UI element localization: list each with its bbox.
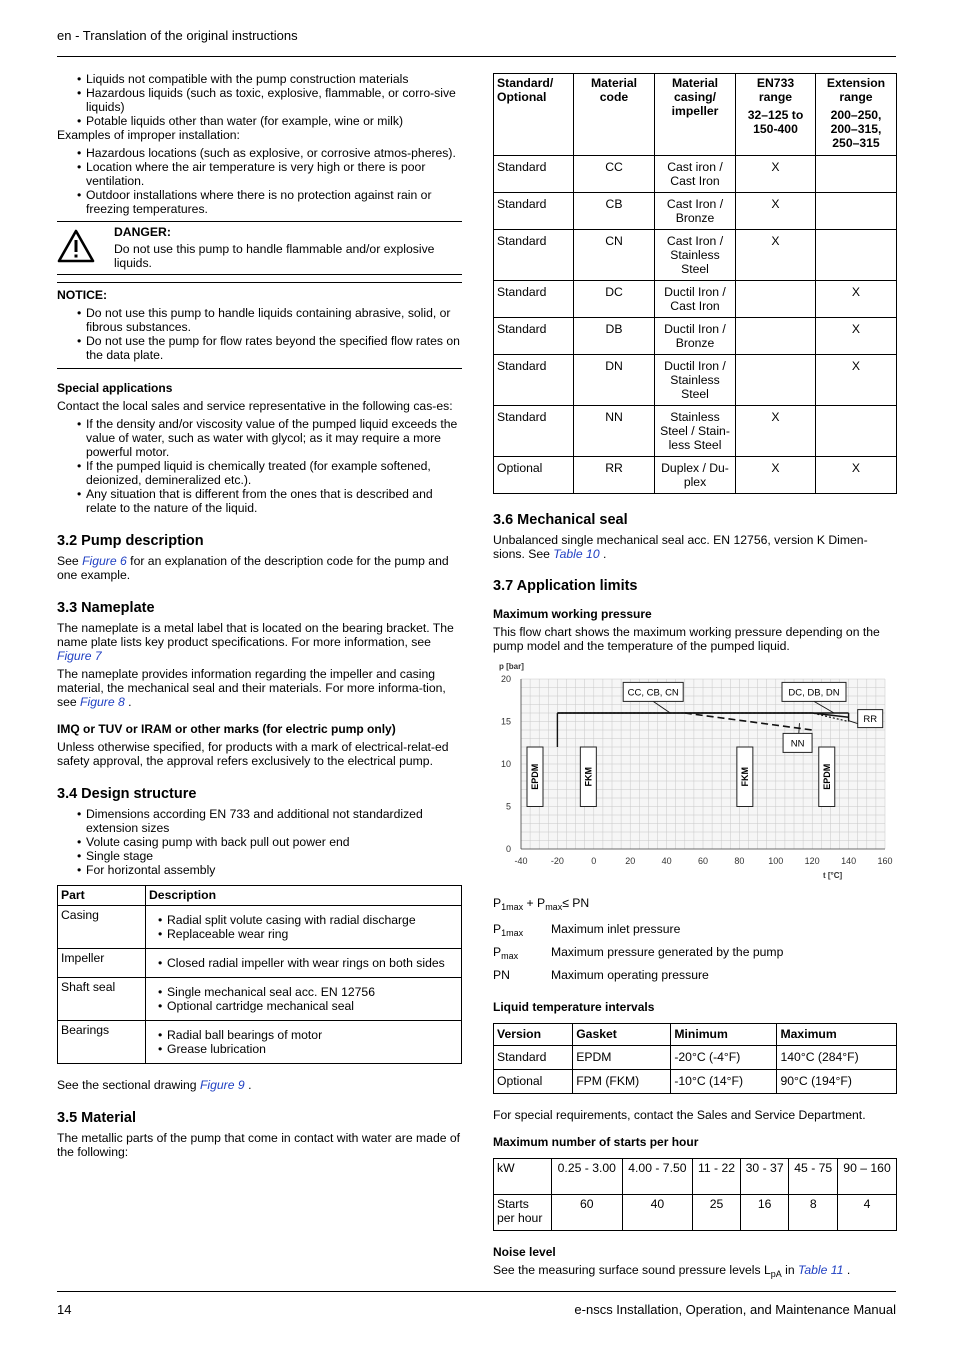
material-cell: Standard: [494, 318, 574, 355]
kw-cell: 90 – 160: [838, 1159, 897, 1195]
y-tick-label: 5: [505, 801, 511, 812]
x-tick-label: 140: [841, 856, 857, 866]
noise-level-text: See the measuring surface sound pressure levels $L_{pA}$ in Table 11 .: [493, 1263, 851, 1279]
material-cell: Ductil Iron / Bronze: [655, 318, 736, 355]
notice-item: • Do not use this pump to handle liquids containing abrasive, solid, or fibrous substances.: [57, 306, 462, 334]
material-cell: DN: [574, 355, 655, 406]
material-cell: X: [736, 156, 816, 193]
material-cell: X: [736, 406, 816, 457]
table-row: [58, 978, 462, 1021]
material-cell: X: [736, 193, 816, 230]
seal-band-label: FKM: [583, 767, 594, 787]
legend-key: PN: [493, 968, 510, 982]
legend-text: Maximum inlet pressure: [551, 922, 681, 936]
seal-band-label: EPDM: [821, 763, 832, 790]
section-3-5-heading: 3.5 Material: [57, 1110, 136, 1126]
material-table-header: Material casing/ impeller: [655, 74, 736, 156]
temp-cell: 140°C (284°F): [777, 1046, 897, 1070]
description-item: • Grease lubrication: [149, 1042, 458, 1056]
material-cell: [816, 230, 897, 281]
table-row: [494, 281, 897, 318]
design-table-header: Description: [146, 886, 462, 906]
imq-heading: IMQ or TUV or IRAM or other marks (for electric pump only): [57, 722, 396, 736]
figure-8-link[interactable]: Figure 8: [80, 695, 125, 709]
kw-label: kW: [494, 1159, 552, 1195]
sectional-drawing-text: See the sectional drawing Figure 9 .: [57, 1078, 252, 1092]
description-cell: [146, 1021, 462, 1064]
material-cell: Cast iron / Cast Iron: [655, 156, 736, 193]
improper-installation-list: [57, 146, 462, 216]
section-3-2-heading: 3.2 Pump description: [57, 533, 204, 549]
legend-row: [493, 945, 897, 963]
description-item: • Closed radial impeller with wear rings on both sides: [149, 956, 458, 970]
list-item: • For horizontal assembly: [57, 863, 462, 877]
x-tick-label: -40: [514, 856, 528, 866]
list-item: • Location where the air temperature is very high or there is poor ventilation.: [57, 160, 462, 188]
section-3-3-heading: 3.3 Nameplate: [57, 600, 155, 616]
legend-text: Maximum operating pressure: [551, 968, 709, 982]
material-cell: Standard: [494, 156, 574, 193]
pump-description-text: See Figure 6 for an explanation of the description code for the pump and one example.: [57, 554, 449, 582]
material-cell: CN: [574, 230, 655, 281]
legend-key: $P_{max}$: [493, 945, 519, 961]
improper-liquids-list: [57, 72, 462, 128]
material-table-header: Material code: [574, 74, 655, 156]
y-axis-label: p [bar]: [499, 662, 524, 671]
temp-cell: EPDM: [573, 1046, 671, 1070]
material-cell: X: [736, 457, 816, 494]
figure-9-link[interactable]: Figure 9: [199, 1078, 245, 1092]
table-10-link[interactable]: Table 10: [553, 547, 600, 561]
starts-cell: 60: [552, 1195, 623, 1231]
material-cell: X: [736, 230, 816, 281]
table-row: [58, 1021, 462, 1064]
design-table-header: Part: [58, 886, 146, 906]
section-3-7-heading: 3.7 Application limits: [493, 578, 638, 594]
table-row: [494, 457, 897, 494]
y-tick-label: 10: [500, 759, 511, 769]
description-item: • Radial ball bearings of motor: [149, 1028, 458, 1042]
section-3-4-heading: 3.4 Design structure: [57, 786, 197, 802]
design-table: [57, 885, 462, 1064]
list-item: • If the pumped liquid is chemically treated (for example softened, deionized, demineralized etc.).: [57, 459, 462, 487]
max-working-pressure-text: This flow chart shows the maximum working pressure depending on the pump model and the temperature of the pumped liquid.: [493, 625, 880, 653]
material-cell: Cast Iron / Bronze: [655, 193, 736, 230]
x-tick-label: 160: [877, 856, 893, 866]
material-cell: X: [816, 281, 897, 318]
series-label: RR: [863, 714, 878, 726]
temp-table-header: Maximum: [777, 1024, 897, 1046]
part-cell: Bearings: [58, 1021, 146, 1064]
table-row: [494, 1070, 897, 1094]
mechanical-seal-text: Unbalanced single mechanical seal acc. EN 12756, version K Dimen-sions. See Table 10 .: [493, 533, 868, 561]
x-axis-label: t [°C]: [823, 871, 843, 880]
nameplate-text-1: The nameplate is a metal label that is located on the bearing bracket. The name plate lists key product specifications. For more information, see Figure 7: [57, 621, 454, 663]
temp-table-header: Minimum: [671, 1024, 777, 1046]
special-applications-intro: Contact the local sales and service representative in the following cas-es:: [57, 399, 453, 413]
material-cell: CC: [574, 156, 655, 193]
material-cell: Optional: [494, 457, 574, 494]
temp-table-header: Version: [494, 1024, 573, 1046]
list-item: • Any situation that is different from the ones that is described and relate to the nature of the liquid.: [57, 487, 462, 515]
material-text: The metallic parts of the pump that come in contact with water are made of the following:: [57, 1131, 461, 1159]
list-item: • If the density and/or viscosity value of the pumped liquid exceeds the value of water, such as water with glycol; as it may require a more powerful motor.: [57, 417, 462, 459]
list-item: • Liquids not compatible with the pump construction materials: [57, 72, 462, 86]
temperature-table: [493, 1023, 897, 1094]
material-cell: Standard: [494, 230, 574, 281]
table-row: [58, 906, 462, 949]
material-cell: NN: [574, 406, 655, 457]
seal-band-label: EPDM: [530, 763, 540, 790]
material-cell: [816, 406, 897, 457]
list-item: • Single stage: [57, 849, 462, 863]
starts-cell: 25: [693, 1195, 741, 1231]
material-cell: Stainless Steel / Stain-less Steel: [655, 406, 736, 457]
table-row: [494, 355, 897, 406]
notice-list: [57, 306, 462, 362]
description-item: • Single mechanical seal acc. EN 12756: [149, 985, 458, 999]
material-cell: RR: [574, 457, 655, 494]
material-cell: [816, 193, 897, 230]
notice-box: [57, 282, 462, 369]
pressure-legend: [493, 922, 897, 986]
description-item: • Replaceable wear ring: [149, 927, 458, 941]
page-number: 14: [57, 1302, 72, 1317]
kw-cell: 0.25 - 3.00: [552, 1159, 623, 1195]
list-item: • Outdoor installations where there is no protection against rain or freezing temperatures.: [57, 188, 462, 216]
description-cell: [146, 978, 462, 1021]
table-row: [494, 406, 897, 457]
pressure-temperature-chart: [493, 659, 897, 894]
y-tick-label: 20: [500, 674, 511, 684]
material-cell: [736, 355, 816, 406]
starts-table: [493, 1158, 897, 1231]
part-cell: Impeller: [58, 949, 146, 978]
x-tick-label: 40: [661, 856, 672, 866]
starts-cell: 8: [789, 1195, 838, 1231]
danger-text: Do not use this pump to handle flammable and/or explosive liquids.: [114, 242, 435, 270]
kw-cell: 45 - 75: [789, 1159, 838, 1195]
description-cell: [146, 906, 462, 949]
special-requirements-text: For special requirements, contact the Sales and Service Department.: [493, 1108, 866, 1122]
material-cell: DC: [574, 281, 655, 318]
temp-table-header: Gasket: [573, 1024, 671, 1046]
series-label: DC, DB, DN: [788, 687, 840, 699]
liquid-temp-heading: Liquid temperature intervals: [493, 1000, 655, 1014]
noise-level-heading: Noise level: [493, 1245, 556, 1259]
legend-text: Maximum pressure generated by the pump: [551, 945, 784, 959]
x-tick-label: 60: [697, 856, 709, 866]
material-cell: X: [816, 355, 897, 406]
list-item: • Dimensions according EN 733 and additional not standardized extension sizes: [57, 807, 462, 835]
special-applications-heading: Special applications: [57, 381, 173, 395]
legend-row: [493, 968, 897, 986]
temp-cell: -20°C (-4°F): [671, 1046, 777, 1070]
y-tick-label: 0: [505, 844, 511, 854]
starts-cell: 40: [622, 1195, 693, 1231]
x-tick-label: -20: [550, 856, 564, 866]
list-item: • Volute casing pump with back pull out power end: [57, 835, 462, 849]
x-tick-label: 80: [734, 856, 745, 866]
header-divider: [57, 56, 896, 57]
material-table-header: EN733 range 32–125 to 150-400: [736, 74, 816, 156]
material-cell: Ductil Iron / Stainless Steel: [655, 355, 736, 406]
part-cell: Shaft seal: [58, 978, 146, 1021]
table-row: [494, 1046, 897, 1070]
list-item: • Potable liquids other than water (for example, wine or milk): [57, 114, 462, 128]
nameplate-text-2: The nameplate provides information regarding the impeller and casing material, the mechanical seal and their materials. For more informa-tion, see Figure 8 .: [57, 667, 446, 709]
temp-cell: Standard: [494, 1046, 573, 1070]
legend-row: [493, 922, 897, 940]
max-working-pressure-heading: Maximum working pressure: [493, 607, 652, 621]
kw-cell: 11 - 22: [693, 1159, 741, 1195]
list-item: • Hazardous locations (such as explosive, or corrosive atmos-pheres).: [57, 146, 462, 160]
table-row: [494, 318, 897, 355]
material-cell: [816, 156, 897, 193]
kw-cell: 30 - 37: [740, 1159, 789, 1195]
special-applications-list: [57, 417, 462, 515]
pressure-formula: $P_{1max} + P_{max}\le$ PN: [493, 896, 590, 912]
right-column: [493, 73, 897, 1281]
material-cell: [736, 318, 816, 355]
series-label: CC, CB, CN: [627, 687, 679, 699]
figure-7-link[interactable]: Figure 7: [57, 649, 102, 663]
design-structure-list: [57, 807, 462, 877]
material-cell: [736, 281, 816, 318]
warning-triangle-icon: [57, 225, 114, 270]
material-cell: Standard: [494, 281, 574, 318]
material-cell: CB: [574, 193, 655, 230]
starts-heading: Maximum number of starts per hour: [493, 1135, 699, 1149]
material-table-header: Extension range 200–250, 200–315, 250–315: [816, 74, 897, 156]
temp-cell: FPM (FKM): [573, 1070, 671, 1094]
material-cell: Standard: [494, 355, 574, 406]
section-3-6-heading: 3.6 Mechanical seal: [493, 512, 628, 528]
temp-cell: 90°C (194°F): [777, 1070, 897, 1094]
description-cell: [146, 949, 462, 978]
danger-box: [57, 221, 462, 275]
x-tick-label: 20: [625, 856, 636, 866]
material-cell: Ductil Iron / Cast Iron: [655, 281, 736, 318]
table-11-link[interactable]: Table 11: [798, 1263, 844, 1277]
left-column: [57, 72, 462, 1159]
material-cell: DB: [574, 318, 655, 355]
material-table: [493, 73, 897, 494]
material-cell: Standard: [494, 193, 574, 230]
material-cell: Cast Iron / Stainless Steel: [655, 230, 736, 281]
x-tick-label: 0: [591, 856, 597, 866]
notice-item: • Do not use the pump for flow rates beyond the specified flow rates on the data plate.: [57, 334, 462, 362]
notice-title: NOTICE:: [57, 288, 108, 302]
table-row: [494, 230, 897, 281]
improper-installation-intro: Examples of improper installation:: [57, 128, 240, 142]
running-header: en - Translation of the original instructions: [57, 28, 298, 43]
manual-title: e-nscs Installation, Operation, and Maintenance Manual: [574, 1302, 896, 1317]
description-item: • Optional cartridge mechanical seal: [149, 999, 458, 1013]
starts-cell: 16: [740, 1195, 789, 1231]
material-cell: X: [816, 318, 897, 355]
temp-cell: -10°C (14°F): [671, 1070, 777, 1094]
starts-cell: 4: [838, 1195, 897, 1231]
material-table-header: Standard/ Optional: [494, 74, 574, 156]
footer-divider: [57, 1291, 896, 1292]
part-cell: Casing: [58, 906, 146, 949]
figure-6-link[interactable]: Figure 6: [82, 554, 127, 568]
legend-key: $P_{1max}$: [493, 922, 524, 938]
imq-text: Unless otherwise specified, for products with a mark of electrical-relat-ed safety approval, the approval refers exclusively to the electrical pump.: [57, 740, 449, 768]
material-cell: X: [816, 457, 897, 494]
description-item: • Radial split volute casing with radial discharge: [149, 913, 458, 927]
temp-cell: Optional: [494, 1070, 573, 1094]
kw-cell: 4.00 - 7.50: [622, 1159, 693, 1195]
table-row: [58, 949, 462, 978]
table-row: [494, 193, 897, 230]
material-cell: Standard: [494, 406, 574, 457]
danger-title: DANGER:: [114, 225, 171, 239]
seal-band-label: FKM: [739, 767, 750, 787]
x-tick-label: 100: [768, 856, 784, 866]
x-tick-label: 120: [804, 856, 820, 866]
starts-label: Starts per hour: [494, 1195, 552, 1231]
series-label: NN: [790, 738, 805, 750]
material-cell: Duplex / Du-plex: [655, 457, 736, 494]
table-row: [494, 156, 897, 193]
list-item: • Hazardous liquids (such as toxic, explosive, flammable, or corro-sive liquids): [57, 86, 462, 114]
pressure-chart-svg: [493, 659, 897, 891]
y-tick-label: 15: [500, 716, 511, 727]
